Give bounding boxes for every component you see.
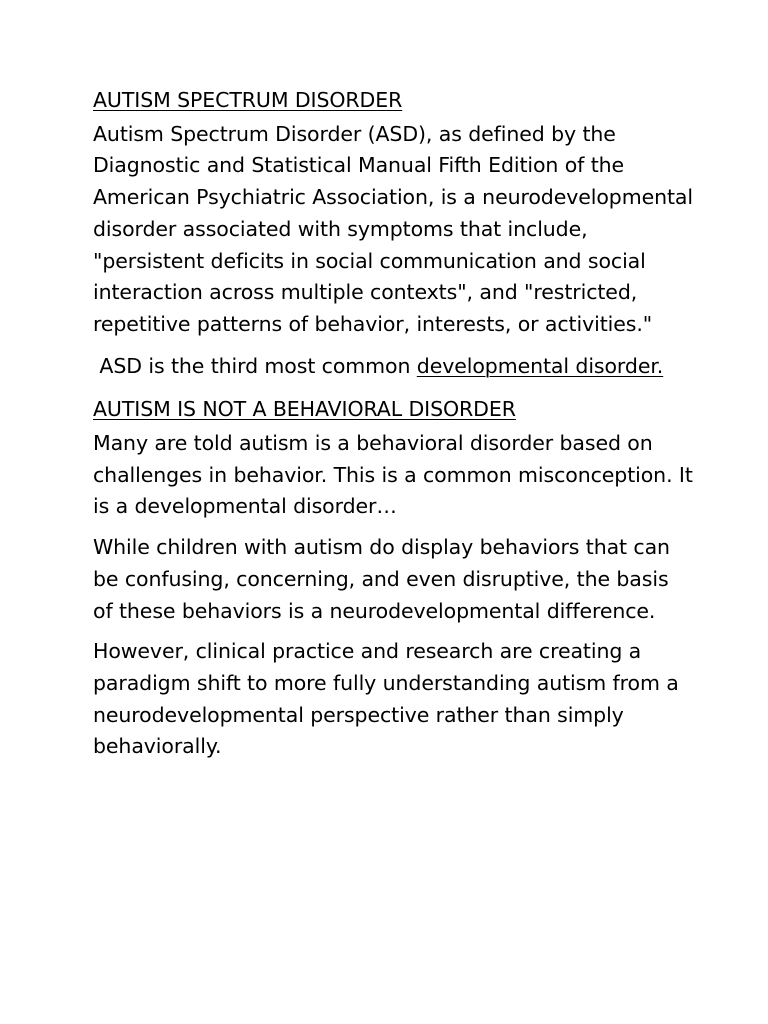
document-page [93, 85, 693, 763]
paragraph-behaviors: While children with autism do display behaviors that can be confusing, concerning, and even disruptive, the basis of these behaviors is a neurodevelopmental difference. [93, 535, 670, 623]
paragraph-asd-definition: Autism Spectrum Disorder (ASD), as defined by the Diagnostic and Statistical Manual Fifth Edition of the American Psychiatric Association, is a neurodevelopmental disorder associated with symptoms that include, "persistent deficits in social communication and social interaction across multiple contexts", and "restricted, repetitive patterns of behavior, interests, or activities." [93, 121, 693, 336]
developmental-disorder-link[interactable]: developmental disorder. [416, 353, 664, 378]
section-heading-not-behavioral: AUTISM IS NOT A BEHAVIORAL DISORDER [93, 397, 516, 422]
paragraph-paradigm-shift: However, clinical practice and research are creating a paradigm shift to more fully understanding autism from a neurodevelopmental perspective rather than simply behaviorally. [93, 639, 679, 759]
section-heading-asd: AUTISM SPECTRUM DISORDER [93, 88, 403, 112]
paragraph-asd-prevalence [93, 351, 693, 383]
paragraph-misconception: Many are told autism is a behavioral disorder based on challenges in behavior. This is a common misconception. It is a developmental disorder… [93, 431, 693, 519]
prevalence-text: ASD is the third most common [93, 353, 417, 378]
